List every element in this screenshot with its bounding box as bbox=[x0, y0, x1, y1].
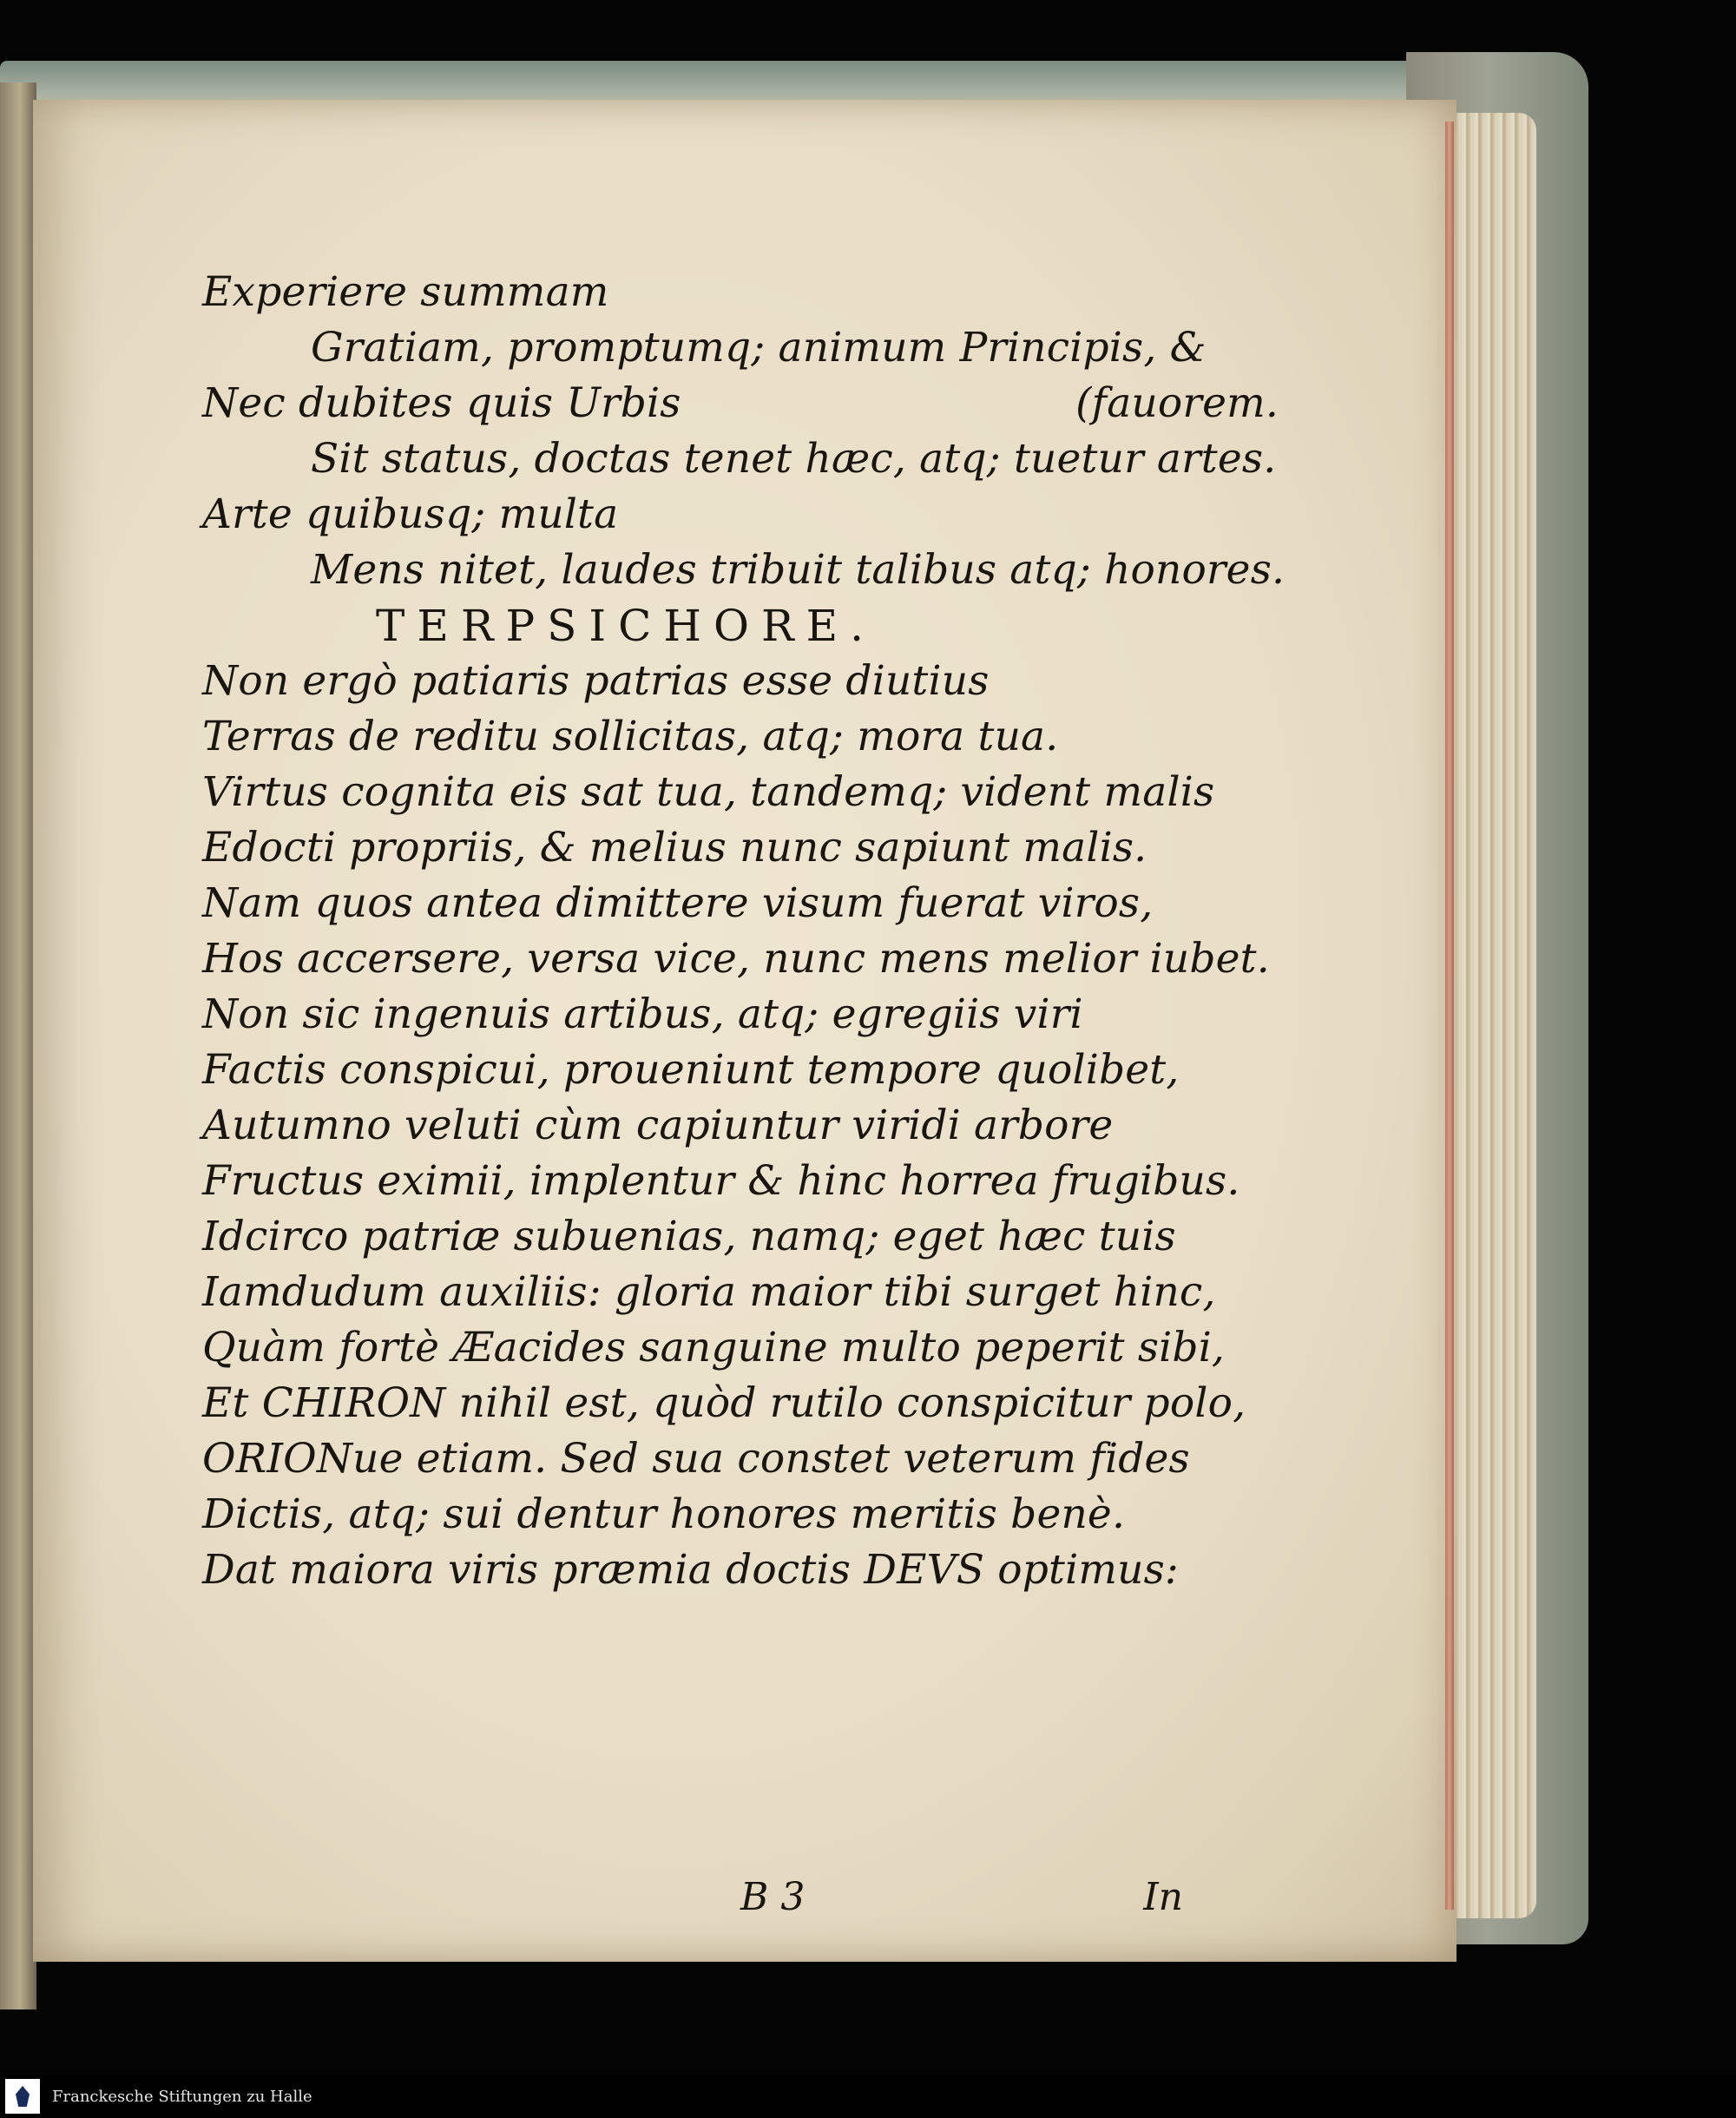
signature-mark: B 3 bbox=[740, 1875, 806, 1919]
line-text: Experiere summam bbox=[202, 268, 609, 316]
poem-line: Terras de reditu sollicitas, atq; mora tua. bbox=[202, 713, 1059, 760]
credit-bar bbox=[0, 2075, 1736, 2118]
poem-line: Et CHIRON nihil est, quòd rutilo conspicitur polo, bbox=[202, 1379, 1246, 1427]
page-text bbox=[202, 265, 1286, 1598]
line-text: Sit status, doctas tenet hæc, atq; tuetur artes. bbox=[311, 435, 1277, 483]
poem-line: Hos accersere, versa vice, nunc mens melior iubet. bbox=[202, 935, 1270, 983]
poem-line: Autumno veluti cùm capiuntur viridi arbore bbox=[202, 1102, 1114, 1149]
text-line-5 bbox=[202, 487, 1244, 543]
text-line-3 bbox=[202, 376, 1279, 431]
text-line-4 bbox=[202, 431, 1277, 487]
catchword: In bbox=[1143, 1875, 1183, 1919]
poem-line: Quàm fortè Æacides sanguine multo peperit sibi, bbox=[202, 1324, 1226, 1371]
turnover-word: (fauorem. bbox=[1075, 379, 1279, 427]
poem-line: Virtus cognita eis sat tua, tandemq; vident malis bbox=[202, 768, 1215, 816]
poem-line: Factis conspicui, proueniunt tempore quolibet, bbox=[202, 1046, 1180, 1094]
text-line-2 bbox=[202, 320, 1244, 376]
poem-line: ORIONue etiam. Sed sua constet veterum fides bbox=[202, 1435, 1190, 1483]
section-heading: TERPSICHORE. bbox=[376, 601, 877, 651]
recto-page bbox=[33, 100, 1457, 1962]
red-page-edge bbox=[1445, 122, 1454, 1910]
institution-logo-icon bbox=[5, 2079, 40, 2114]
line-text: Arte quibusq; multa bbox=[202, 490, 619, 538]
line-text: Gratiam, promptumq; animum Principis, & bbox=[311, 324, 1207, 372]
poem-line: Dictis, atq; sui dentur honores meritis benè. bbox=[202, 1490, 1126, 1538]
poem-line: Edocti propriis, & melius nunc sapiunt malis. bbox=[202, 824, 1147, 872]
logo-glyph-icon bbox=[16, 2086, 30, 2107]
text-line-6 bbox=[202, 543, 1286, 598]
poem-line: Idcirco patriæ subuenias, namq; eget hæc tuis bbox=[202, 1213, 1176, 1260]
verso-page-edge bbox=[0, 82, 36, 2009]
credit-text: Franckesche Stiftungen zu Halle bbox=[52, 2087, 312, 2106]
poem-line: Nam quos antea dimittere visum fuerat viros, bbox=[202, 879, 1154, 927]
poem-line: Iamdudum auxiliis: gloria maior tibi surget hinc, bbox=[202, 1268, 1216, 1316]
poem-line: Non ergò patiaris patrias esse diutius bbox=[202, 657, 990, 705]
line-text: Nec dubites quis Urbis bbox=[202, 379, 681, 427]
line-text: Mens nitet, laudes tribuit talibus atq; honores. bbox=[311, 546, 1286, 594]
poem-line: Non sic ingenuis artibus, atq; egregiis viri bbox=[202, 990, 1083, 1038]
text-line-1 bbox=[202, 265, 1244, 320]
poem-line: Dat maiora viris præmia doctis DEVS optimus: bbox=[202, 1546, 1179, 1594]
poem-line: Fructus eximii, implentur & hinc horrea frugibus. bbox=[202, 1157, 1240, 1205]
